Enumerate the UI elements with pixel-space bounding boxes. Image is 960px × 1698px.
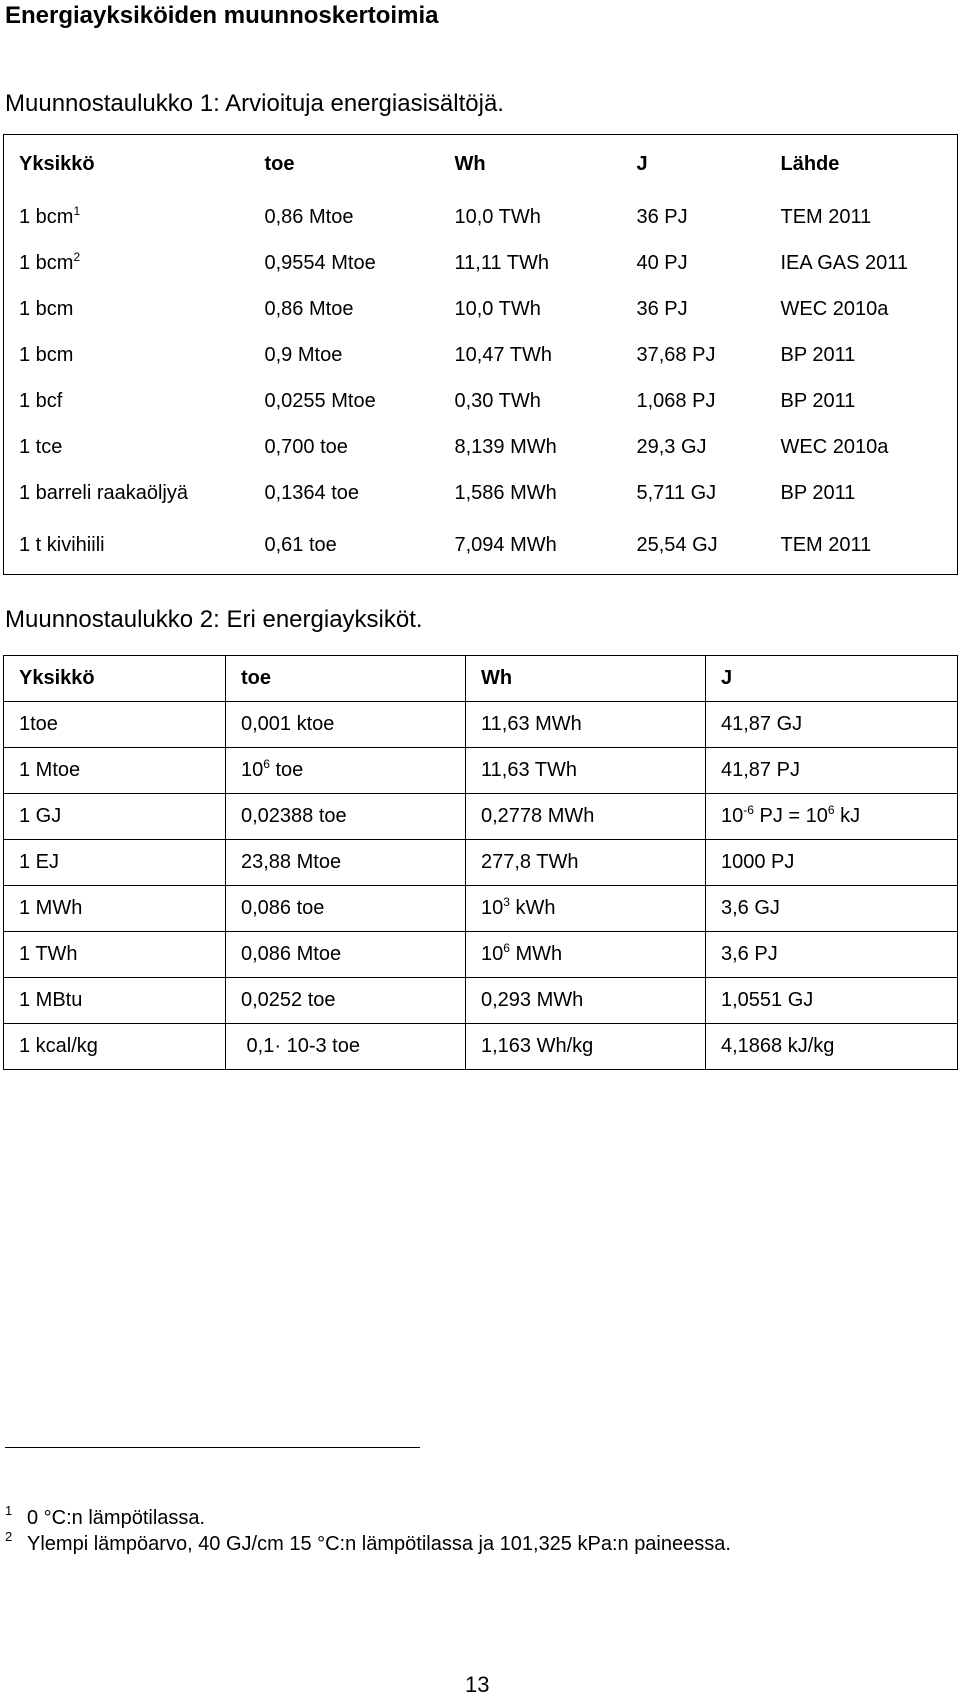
wh-cell: 1,163 Wh/kg xyxy=(466,1024,706,1070)
source-cell: TEM 2011 xyxy=(780,206,872,228)
source-cell: BP 2011 xyxy=(780,482,856,504)
table-header-row xyxy=(4,656,958,702)
wh-cell: 277,8 TWh xyxy=(466,840,706,886)
j-cell: 3,6 PJ xyxy=(706,932,958,978)
footnote-text: 0 °C:n lämpötilassa. xyxy=(27,1507,206,1529)
header-toe: toe xyxy=(264,153,295,176)
wh-cell: 11,63 TWh xyxy=(466,748,706,794)
toe-cell: 0,001 ktoe xyxy=(226,702,466,748)
unit-cell: 1 bcm$^2$ xyxy=(19,250,81,274)
unit-cell: 1 MBtu xyxy=(4,978,226,1024)
unit-cell: 1 GJ xyxy=(4,794,226,840)
table1-caption: Muunnostaulukko 1: Arvioituja energiasisältöjä. xyxy=(5,90,504,117)
j-cell: 1,068 PJ xyxy=(636,390,716,412)
table-row xyxy=(4,195,958,241)
wh-cell: 11,63 MWh xyxy=(466,702,706,748)
table2-caption: Muunnostaulukko 2: Eri energiayksiköt. xyxy=(5,606,423,633)
toe-cell: 0,61 toe xyxy=(264,533,337,556)
header-j: J xyxy=(706,656,958,702)
footnote-ref: 2 xyxy=(73,250,81,264)
j-cell: 1,0551 GJ xyxy=(706,978,958,1024)
wh-cell: 10,0 TWh xyxy=(454,206,541,228)
table-row xyxy=(4,333,958,379)
j-cell: $10^{-6}$ PJ = $10^6$ kJ xyxy=(706,794,958,840)
header-j: J xyxy=(636,153,648,176)
unit-cell: 1 bcm xyxy=(19,298,74,320)
source-cell: TEM 2011 xyxy=(780,533,872,556)
header-unit: Yksikkö xyxy=(4,656,226,702)
table-row xyxy=(4,425,958,471)
wh-cell: 0,293 MWh xyxy=(466,978,706,1024)
wh-cell: $10^3$ kWh xyxy=(466,886,706,932)
unit-cell: 1 bcf xyxy=(19,390,63,412)
footnote-number: 2 xyxy=(5,1529,13,1544)
toe-cell: 0,0252 toe xyxy=(226,978,466,1024)
j-cell: 41,87 GJ xyxy=(706,702,958,748)
toe-cell: 0,9 Mtoe xyxy=(264,344,343,366)
unit-cell: 1 bcm xyxy=(19,344,74,366)
header-toe: toe xyxy=(226,656,466,702)
table-row xyxy=(4,702,958,748)
unit-cell: 1 kcal/kg xyxy=(4,1024,226,1070)
unit-cell: 1 barreli raakaöljyä xyxy=(19,482,188,504)
toe-cell: 0,1364 toe xyxy=(264,482,360,504)
table-row xyxy=(4,886,958,932)
wh-cell: $10^6$ MWh xyxy=(466,932,706,978)
toe-cell: 0,86 Mtoe xyxy=(264,206,354,228)
source-cell: IEA GAS 2011 xyxy=(780,252,908,274)
toe-cell: 0,9554 Mtoe xyxy=(264,252,376,274)
wh-cell: 0,30 TWh xyxy=(454,390,541,412)
toe-cell: 0,86 Mtoe xyxy=(264,298,354,320)
j-cell: 4,1868 kJ/kg xyxy=(706,1024,958,1070)
footnote-text: Ylempi lämpöarvo, 40 GJ/cm 15 °C:n lämpötilassa ja 101,325 kPa:n paineessa. xyxy=(27,1533,731,1555)
j-cell: 25,54 GJ xyxy=(636,533,718,556)
j-cell: 29,3 GJ xyxy=(636,436,707,458)
footnote-number: 1 xyxy=(5,1503,13,1518)
header-wh: Wh xyxy=(466,656,706,702)
unit-cell: 1 EJ xyxy=(4,840,226,886)
wh-cell: 0,2778 MWh xyxy=(466,794,706,840)
unit-cell: 1 Mtoe xyxy=(4,748,226,794)
energy-units-table xyxy=(3,655,958,1070)
unit-cell: 1 t kivihiili xyxy=(19,533,105,556)
toe-cell: 0,0255 Mtoe xyxy=(264,390,376,412)
toe-cell: 0,1· 10-3 toe xyxy=(226,1024,466,1070)
table-row xyxy=(4,517,958,575)
unit-cell: 1 tce xyxy=(19,436,63,458)
unit-cell: 1toe xyxy=(4,702,226,748)
wh-cell: 1,586 MWh xyxy=(454,482,557,504)
header-unit: Yksikkö xyxy=(19,153,95,176)
source-cell: BP 2011 xyxy=(780,344,856,366)
footnote-separator xyxy=(5,1447,420,1448)
toe-cell: 0,086 Mtoe xyxy=(226,932,466,978)
table-row xyxy=(4,794,958,840)
source-cell: BP 2011 xyxy=(780,390,856,412)
header-wh: Wh xyxy=(454,153,486,176)
footnote-ref: 1 xyxy=(73,204,81,218)
table-row xyxy=(4,241,958,287)
wh-cell: 10,0 TWh xyxy=(454,298,541,320)
header-source: Lähde xyxy=(780,153,840,176)
j-cell: 3,6 GJ xyxy=(706,886,958,932)
j-cell: 41,87 PJ xyxy=(706,748,958,794)
table-header-row xyxy=(4,135,958,195)
footnote xyxy=(5,1529,731,1556)
wh-cell: 10,47 TWh xyxy=(454,344,552,366)
table-row xyxy=(4,1024,958,1070)
table-row xyxy=(4,932,958,978)
page-number: 13 xyxy=(465,1672,490,1697)
toe-cell: $10^6$ toe xyxy=(226,748,466,794)
j-cell: 37,68 PJ xyxy=(636,344,716,366)
j-cell: 36 PJ xyxy=(636,206,688,228)
table-row xyxy=(4,978,958,1024)
document-title: Energiayksiköiden muunnoskertoimia xyxy=(5,2,439,29)
j-cell: 40 PJ xyxy=(636,252,688,274)
unit-cell: 1 MWh xyxy=(4,886,226,932)
j-cell: 1000 PJ xyxy=(706,840,958,886)
wh-cell: 7,094 MWh xyxy=(454,533,557,556)
table-row xyxy=(4,471,958,517)
energy-content-table xyxy=(3,134,958,575)
table-row xyxy=(4,840,958,886)
wh-cell: 8,139 MWh xyxy=(454,436,557,458)
j-cell: 5,711 GJ xyxy=(636,482,717,504)
toe-cell: 0,086 toe xyxy=(226,886,466,932)
wh-cell: 11,11 TWh xyxy=(454,252,549,274)
table-row xyxy=(4,748,958,794)
toe-cell: 23,88 Mtoe xyxy=(226,840,466,886)
toe-cell: 0,700 toe xyxy=(264,436,348,458)
table-row xyxy=(4,379,958,425)
source-cell: WEC 2010a xyxy=(780,436,889,458)
unit-cell: 1 bcm$^1$ xyxy=(19,204,81,228)
table-row xyxy=(4,287,958,333)
j-cell: 36 PJ xyxy=(636,298,688,320)
toe-cell: 0,02388 toe xyxy=(226,794,466,840)
footnote xyxy=(5,1503,206,1530)
unit-cell: 1 TWh xyxy=(4,932,226,978)
source-cell: WEC 2010a xyxy=(780,298,889,320)
